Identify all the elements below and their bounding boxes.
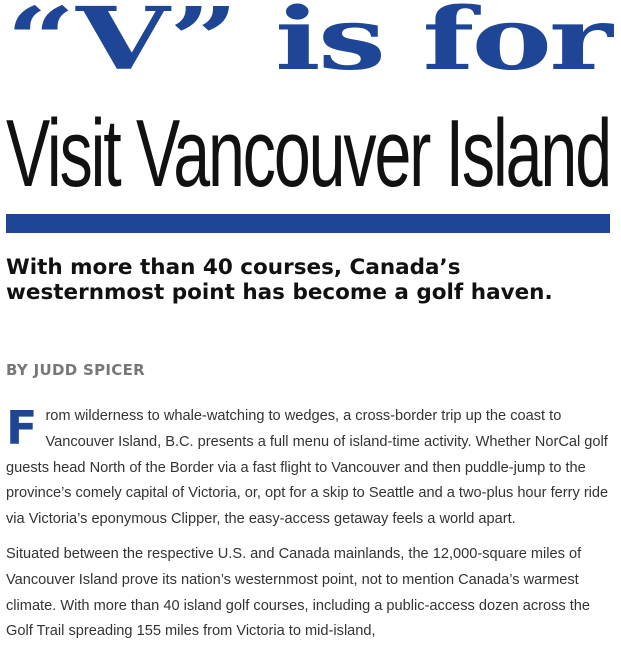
headline-v-is-for: “V” is for: [6, 0, 610, 90]
drop-cap: F: [6, 401, 38, 455]
paragraph-1: [6, 401, 612, 533]
masthead: [6, 0, 610, 234]
headline-visit-vancouver-island: Visit Vancouver Island: [6, 100, 610, 207]
paragraph-1-text: rom wilderness to whale-watching to wedges, a cross-border trip up the coast to Vancouver Island, B.C. presents a full menu of island-time activity. Whether NorCal golf guests head North of the Border via a fast flight to Vancouver and then puddle-jump to the province’s comely capital of Victoria, or, opt for a skip to Seattle and a two-plus hour ferry ride via Victoria’s eponymous Clipper, the easy-access getaway feels a world apart.: [6, 408, 609, 528]
paragraph-2: Situated between the respective U.S. and Canada mainlands, the 12,000-square miles of Vancouver Island prove its nation’s westernmost point, not to mention Canada’s warmest climate. With more than 40 island golf courses, including a public-access dozen across the Golf Trail spreading 155 miles from Victoria to mid-island,: [6, 545, 591, 640]
article-deck: With more than 40 courses, Canada’s westernmost point has become a golf haven.: [6, 255, 553, 305]
byline: BY JUDD SPICER: [6, 361, 145, 379]
article-body: [6, 401, 612, 654]
blue-divider-rule: [6, 214, 610, 233]
